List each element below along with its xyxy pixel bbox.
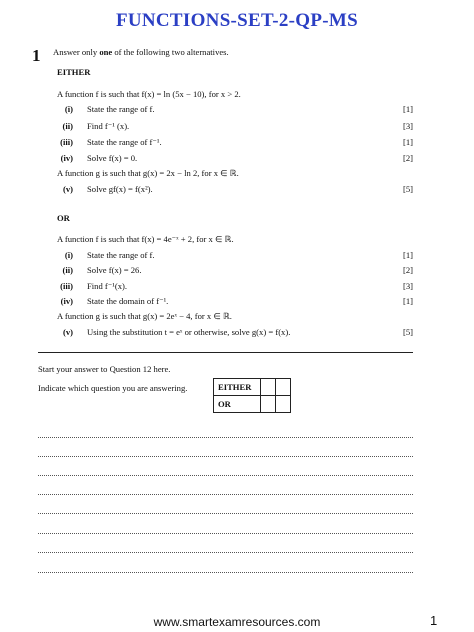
part-label: (i) bbox=[64, 104, 73, 114]
answer-line[interactable] bbox=[38, 572, 413, 573]
part-text: State the range of f⁻¹. bbox=[87, 137, 162, 147]
part-text: Solve f(x) = 26. bbox=[87, 265, 142, 275]
part-label: (ii) bbox=[62, 121, 73, 131]
either-part-ii bbox=[53, 121, 413, 133]
either-checkbox-extra[interactable] bbox=[276, 379, 291, 396]
choice-row-or bbox=[214, 396, 291, 413]
choice-label-or: OR bbox=[214, 396, 261, 413]
part-marks: [1] bbox=[402, 296, 413, 306]
part-text: State the domain of f⁻¹. bbox=[87, 296, 169, 306]
or-part-iii bbox=[53, 281, 413, 293]
answer-line[interactable] bbox=[38, 437, 413, 438]
either-checkbox[interactable] bbox=[261, 379, 276, 396]
choice-label-either: EITHER bbox=[214, 379, 261, 396]
either-part-v bbox=[53, 184, 413, 196]
or-part-ii bbox=[53, 265, 413, 277]
answer-line[interactable] bbox=[38, 552, 413, 553]
part-label: (iv) bbox=[60, 296, 73, 306]
part-text: Using the substitution t = eˣ or otherwise, solve g(x) = f(x). bbox=[87, 327, 291, 337]
page-title: FUNCTIONS-SET-2-QP-MS bbox=[115, 10, 359, 31]
either-part-iii bbox=[53, 137, 413, 149]
indicate-question-label: Indicate which question you are answering. bbox=[38, 383, 188, 393]
or-part-iv bbox=[53, 296, 413, 308]
part-label: (i) bbox=[64, 250, 73, 260]
part-text: State the range of f. bbox=[87, 104, 155, 114]
part-text: Solve f(x) = 0. bbox=[87, 153, 138, 163]
question-instructions: Answer only one of the following two alternatives. bbox=[53, 47, 229, 57]
either-part-iv bbox=[53, 153, 413, 165]
part-label: (ii) bbox=[62, 265, 73, 275]
part-marks: [5] bbox=[402, 184, 413, 194]
part-marks: [2] bbox=[402, 153, 413, 163]
part-marks: [1] bbox=[402, 250, 413, 260]
either-stem-f: A function f is such that f(x) = ln (5x − 10), for x > 2. bbox=[57, 89, 241, 99]
part-marks: [3] bbox=[402, 281, 413, 291]
part-label: (v) bbox=[62, 184, 73, 194]
question-number: 1 bbox=[32, 46, 41, 65]
answer-line[interactable] bbox=[38, 456, 413, 457]
part-marks: [1] bbox=[402, 104, 413, 114]
page-number: 1 bbox=[430, 613, 438, 628]
question-choice-table bbox=[213, 378, 291, 413]
either-part-i bbox=[53, 104, 413, 116]
or-part-i bbox=[53, 250, 413, 262]
footer-website: www.smartexamresources.com bbox=[153, 615, 321, 629]
part-text: Solve gf(x) = f(x²). bbox=[87, 184, 153, 194]
part-marks: [5] bbox=[402, 327, 413, 337]
part-text: State the range of f. bbox=[87, 250, 155, 260]
part-label: (iv) bbox=[60, 153, 73, 163]
or-heading: OR bbox=[57, 213, 70, 223]
either-stem-g: A function g is such that g(x) = 2x − ln 2, for x ∈ ℝ. bbox=[57, 168, 239, 178]
or-stem-g: A function g is such that g(x) = 2eˣ − 4, for x ∈ ℝ. bbox=[57, 311, 232, 321]
part-marks: [3] bbox=[402, 121, 413, 131]
part-label: (iii) bbox=[60, 137, 73, 147]
part-label: (v) bbox=[62, 327, 73, 337]
answer-line[interactable] bbox=[38, 533, 413, 534]
part-text: Find f⁻¹(x). bbox=[87, 281, 128, 291]
answer-line[interactable] bbox=[38, 494, 413, 495]
or-checkbox-extra[interactable] bbox=[276, 396, 291, 413]
or-part-v bbox=[53, 327, 413, 339]
answer-start-instruction: Start your answer to Question 12 here. bbox=[38, 364, 171, 374]
part-marks: [2] bbox=[402, 265, 413, 275]
section-divider bbox=[38, 352, 413, 353]
part-label: (iii) bbox=[60, 281, 73, 291]
choice-row-either bbox=[214, 379, 291, 396]
or-stem-f: A function f is such that f(x) = 4e⁻ˣ + 2, for x ∈ ℝ. bbox=[57, 234, 234, 244]
either-heading: EITHER bbox=[57, 67, 91, 77]
part-text: Find f⁻¹ (x). bbox=[87, 121, 130, 131]
answer-line[interactable] bbox=[38, 513, 413, 514]
or-checkbox[interactable] bbox=[261, 396, 276, 413]
part-marks: [1] bbox=[402, 137, 413, 147]
answer-line[interactable] bbox=[38, 475, 413, 476]
